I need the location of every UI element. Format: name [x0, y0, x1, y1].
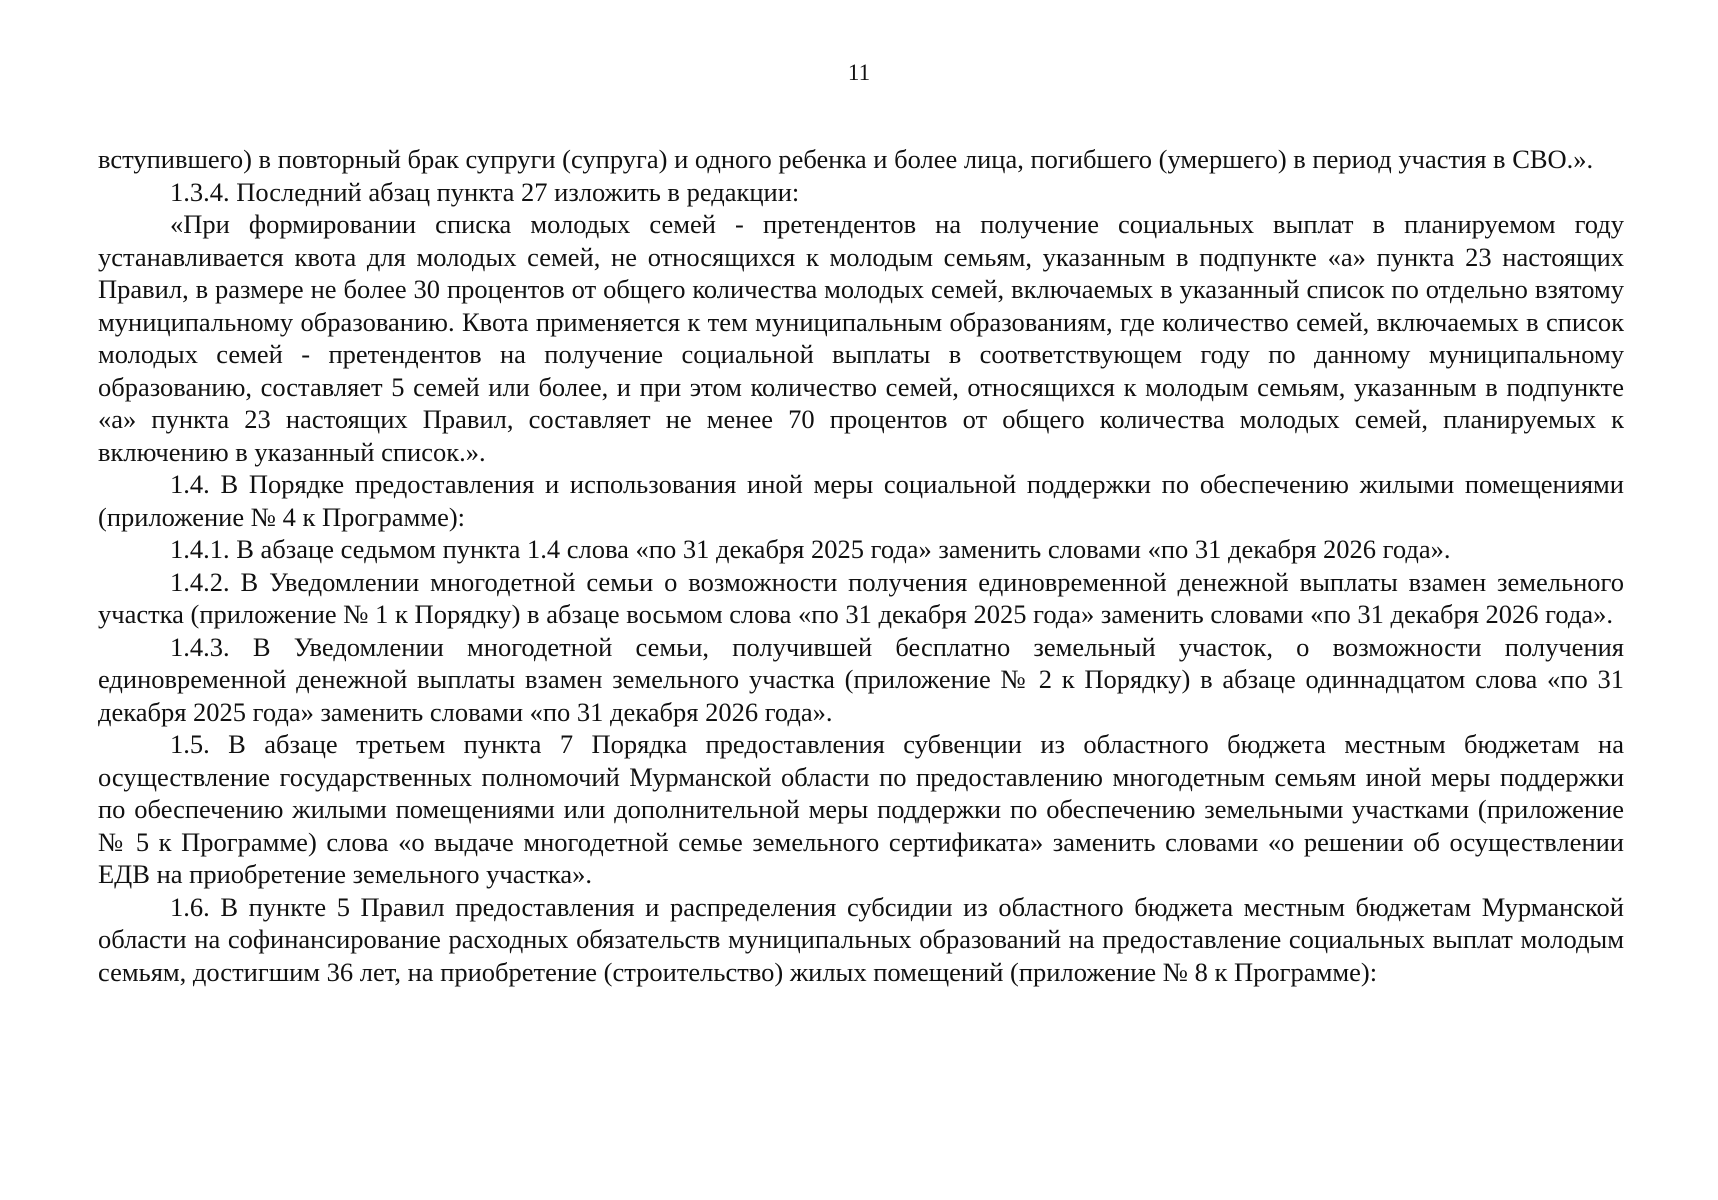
paragraph-continuation: вступившего) в повторный брак супруги (супруга) и одного ребенка и более лица, погибшего (умершего) в период участия в СВО.».	[98, 144, 1594, 174]
paragraph-1-6: 1.6. В пункте 5 Правил предоставления и распределения субсидии из областного бюджета местным бюджетам Мурманской области на софинансирование расходных обязательств муниципальных образований на предоставление социальных выплат молодым семьям, достигшим 36 лет, на приобретение (строительство) жилых помещений (приложение № 8 к Программе):	[98, 891, 1624, 987]
paragraph-1-4: 1.4. В Порядке предоставления и использования иной меры социальной поддержки по обеспечению жилыми помещениями (приложение № 4 к Программе):	[98, 469, 1624, 532]
paragraph-1-3-4: 1.3.4. Последний абзац пункта 27 изложить в редакции:	[170, 176, 800, 207]
paragraph-quote-rule-27: «При формировании списка молодых семей - претендентов на получение социальных выплат в планируемом году устанавливается квота для молодых семей, не относящихся к молодым семьям, указанным в подпункте «а» пункта 23 настоящих Правил, в размере не более 30 процентов от общего количества молодых семей, включаемых в указанный список по отдельно взятому муниципальному образованию. Квота применяется к тем муниципальным образованиям, где количество семей, включаемых в список молодых семей - претендентов на получение социальной выплаты в соответствующем году по данному муниципальному образованию, составляет 5 семей или более, и при этом количество семей, относящихся к молодым семьям, указанным в подпункте «а» пункта 23 настоящих Правил, составляет не менее 70 процентов от общего количества молодых семей, планируемых к включению в указанный список.».	[98, 209, 1624, 467]
paragraph-1-4-2: 1.4.2. В Уведомлении многодетной семьи о возможности получения единовременной денежной выплаты взамен земельного участка (приложение № 1 к Порядку) в абзаце восьмом слова «по 31 декабря 2025 года» заменить словами «по 31 декабря 2026 года».	[98, 566, 1624, 629]
paragraph-1-4-1: 1.4.1. В абзаце седьмом пункта 1.4 слова «по 31 декабря 2025 года» заменить словами «по 31 декабря 2026 года».	[170, 534, 1451, 564]
paragraph-1-4-3: 1.4.3. В Уведомлении многодетной семьи, получившей бесплатно земельный участок, о возможности получения единовременной денежной выплаты взамен земельного участка (приложение № 2 к Порядку) в абзаце одиннадцатом слова «по 31 декабря 2025 года» заменить словами «по 31 декабря 2026 года».	[98, 631, 1624, 727]
paragraph-1-5: 1.5. В абзаце третьем пункта 7 Порядка предоставления субвенции из областного бюджета местным бюджетам на осуществление государственных полномочий Мурманской области по предоставлению многодетным семьям иной меры поддержки по обеспечению жилыми помещениями или дополнительной меры поддержки по обеспечению земельными участками (приложение № 5 к Программе) слова «о выдаче многодетной семье земельного сертификата» заменить словами «о решении об осуществлении ЕДВ на приобретение земельного участка».	[98, 729, 1624, 889]
page-number: 11	[847, 60, 871, 85]
document-body	[98, 143, 1624, 988]
